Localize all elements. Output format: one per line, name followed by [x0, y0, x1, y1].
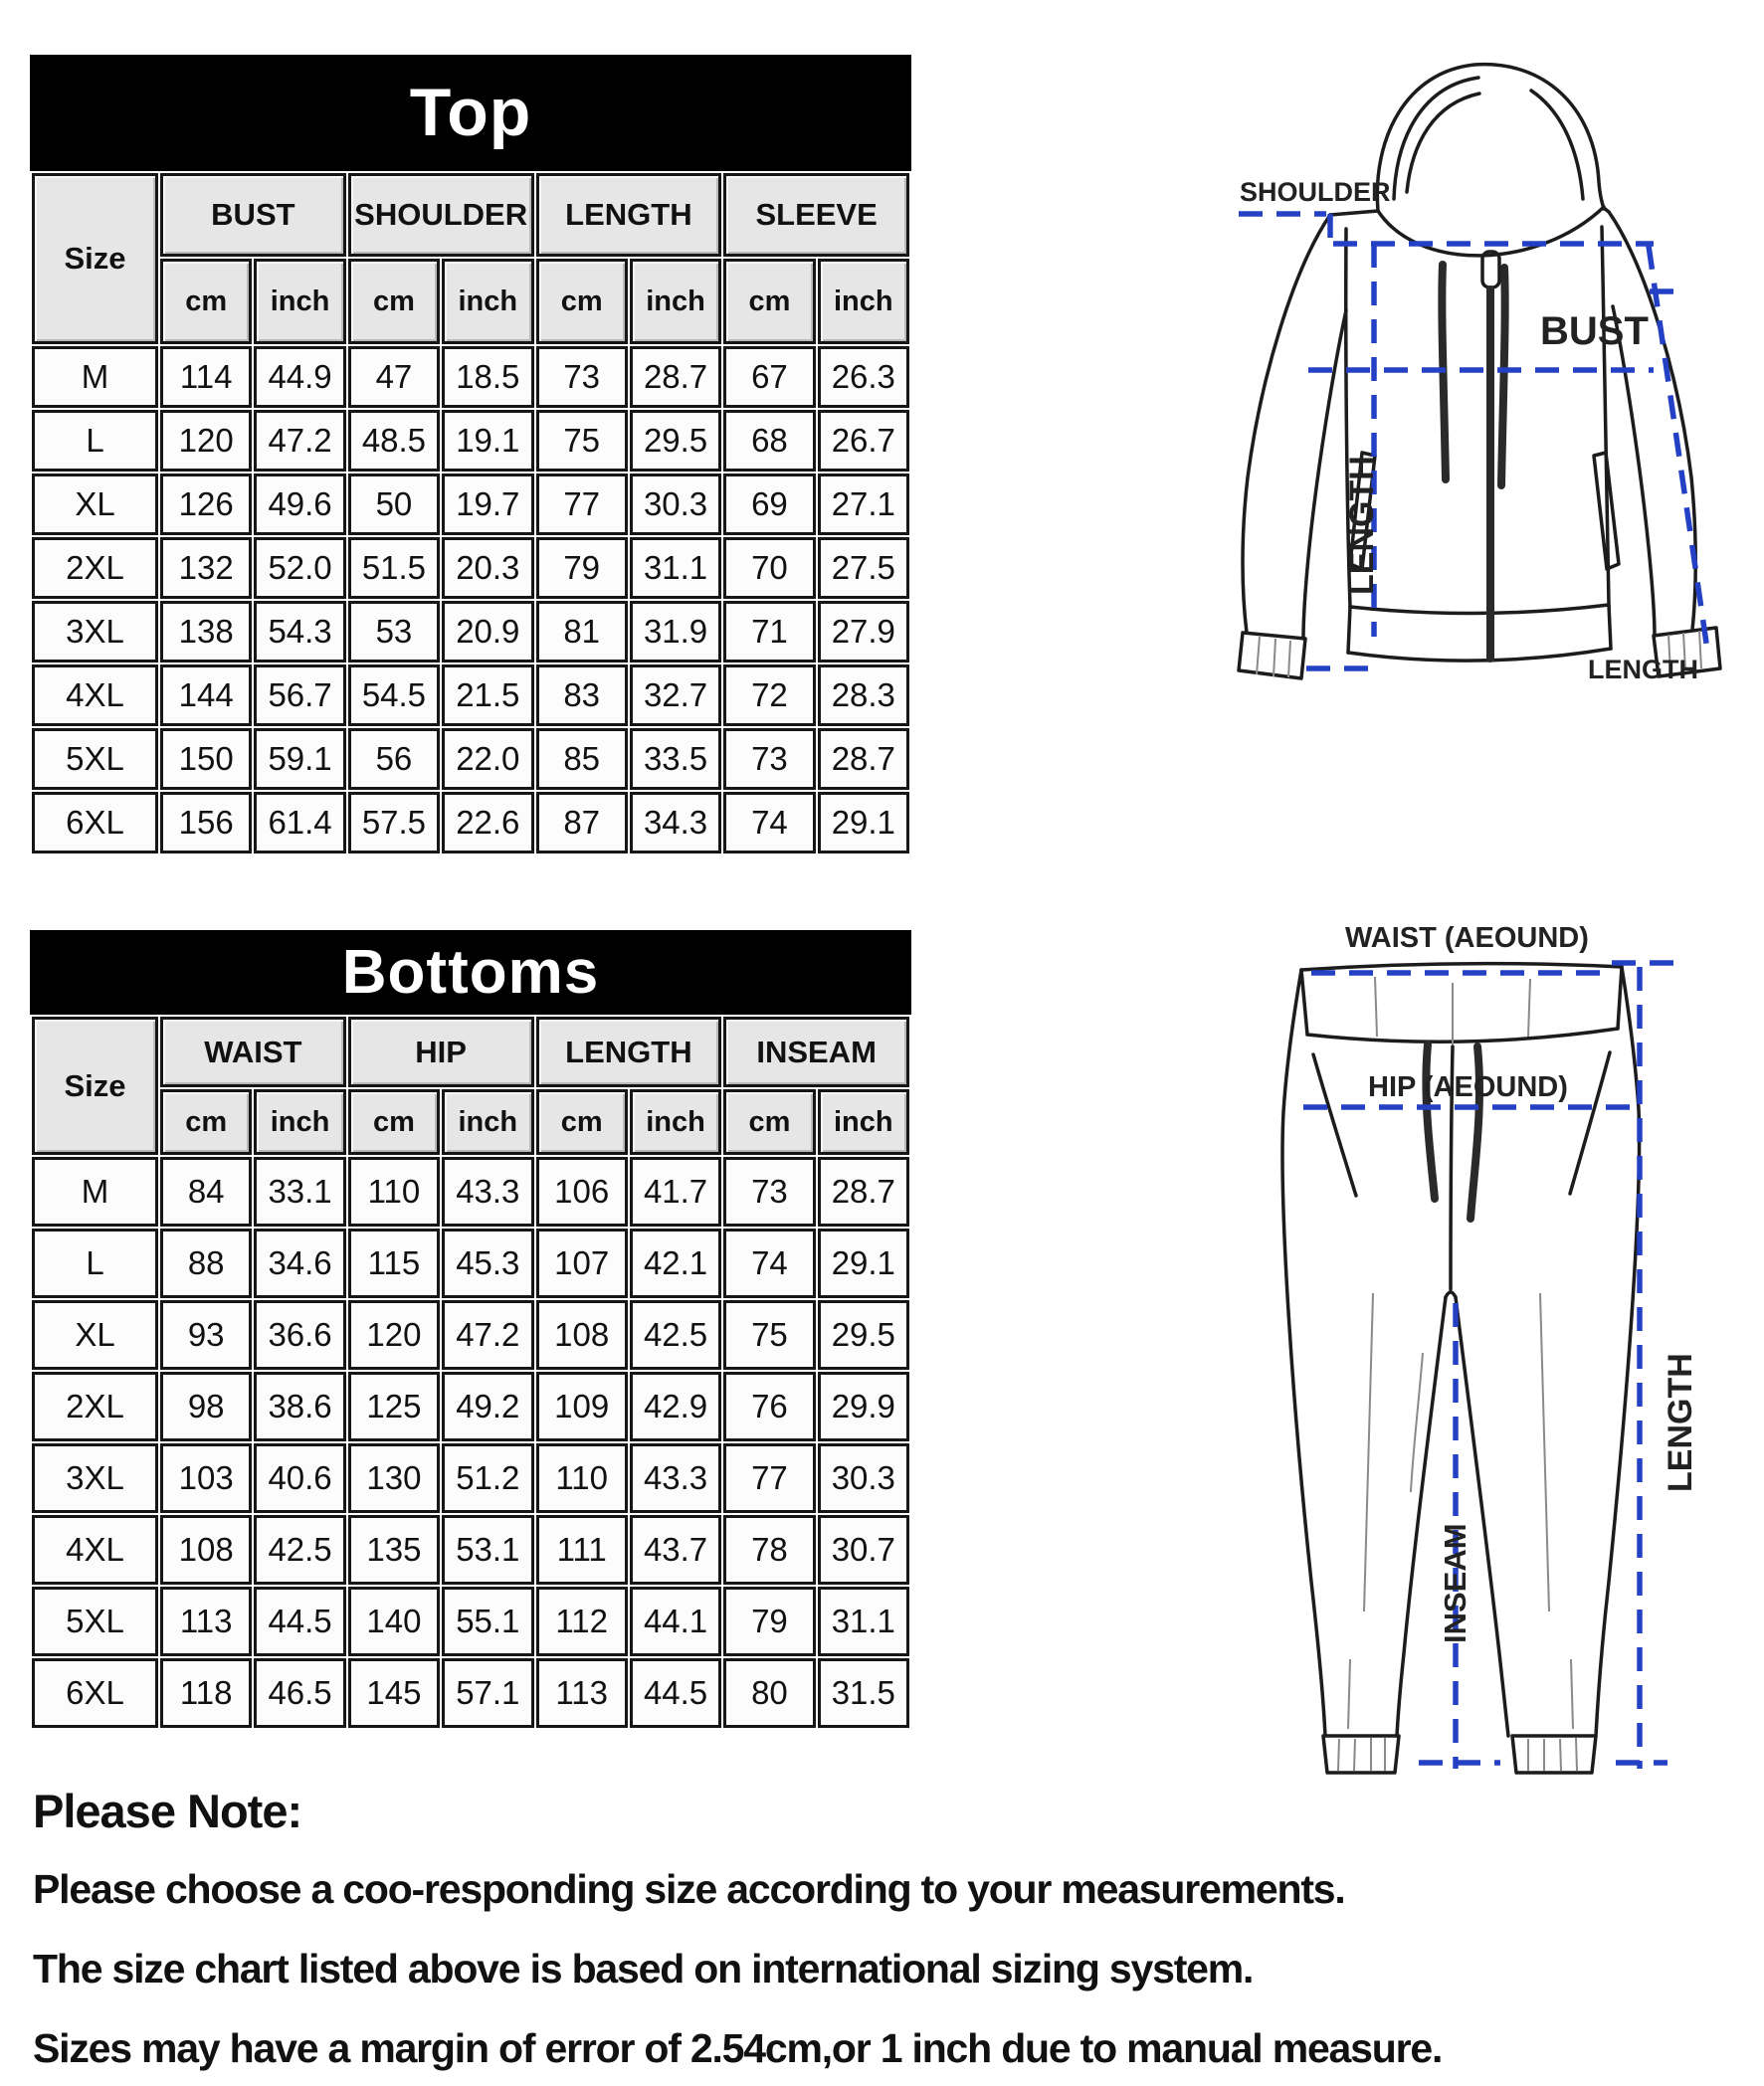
value-cell-6XL-0: 118 [160, 1658, 252, 1728]
value-cell-XL-4: 77 [536, 474, 628, 535]
note-line-1: Please choose a coo-responding size according to your measurements. [33, 1866, 1345, 1912]
size-cell-L: L [32, 410, 158, 472]
value-cell-3XL-4: 81 [536, 601, 628, 663]
value-cell-M-4: 73 [536, 346, 628, 408]
value-cell-M-7: 28.7 [818, 1157, 909, 1227]
value-cell-6XL-1: 61.4 [254, 792, 345, 853]
value-cell-5XL-3: 55.1 [442, 1587, 533, 1656]
value-cell-L-6: 68 [723, 410, 815, 472]
header-row-units [32, 259, 909, 344]
size-row-3XL [32, 601, 909, 663]
value-cell-L-2: 115 [348, 1229, 440, 1298]
value-cell-L-3: 45.3 [442, 1229, 533, 1298]
value-cell-4XL-1: 56.7 [254, 664, 345, 726]
size-row-2XL [32, 537, 909, 599]
top-table-title: Top [30, 55, 911, 171]
unit-header-inseam-cm: cm [723, 1089, 815, 1155]
group-header-inseam: INSEAM [723, 1017, 909, 1087]
value-cell-2XL-2: 51.5 [348, 537, 440, 599]
pants-inseam-label: INSEAM [1438, 1523, 1472, 1643]
value-cell-XL-3: 47.2 [442, 1300, 533, 1370]
value-cell-L-4: 107 [536, 1229, 628, 1298]
value-cell-6XL-2: 145 [348, 1658, 440, 1728]
hoodie-shoulder-label: SHOULDER [1240, 177, 1391, 207]
value-cell-4XL-3: 21.5 [442, 664, 533, 726]
pants-measurement-diagram [1224, 895, 1764, 1788]
value-cell-3XL-7: 30.3 [818, 1443, 909, 1513]
size-cell-5XL: 5XL [32, 728, 158, 790]
size-cell-3XL: 3XL [32, 1443, 158, 1513]
value-cell-6XL-4: 113 [536, 1658, 628, 1728]
size-row-M [32, 1157, 909, 1227]
value-cell-6XL-1: 46.5 [254, 1658, 345, 1728]
value-cell-L-1: 47.2 [254, 410, 345, 472]
value-cell-2XL-3: 49.2 [442, 1372, 533, 1441]
value-cell-2XL-5: 31.1 [630, 537, 721, 599]
unit-header-length-inch: inch [630, 1089, 721, 1155]
size-cell-4XL: 4XL [32, 664, 158, 726]
value-cell-XL-3: 19.7 [442, 474, 533, 535]
top-size-grid [30, 171, 911, 855]
value-cell-5XL-0: 150 [160, 728, 252, 790]
value-cell-XL-2: 120 [348, 1300, 440, 1370]
unit-header-length-cm: cm [536, 259, 628, 344]
value-cell-2XL-7: 29.9 [818, 1372, 909, 1441]
value-cell-6XL-7: 31.5 [818, 1658, 909, 1728]
unit-header-hip-inch: inch [442, 1089, 533, 1155]
value-cell-5XL-7: 31.1 [818, 1587, 909, 1656]
value-cell-5XL-5: 44.1 [630, 1587, 721, 1656]
value-cell-XL-4: 108 [536, 1300, 628, 1370]
value-cell-3XL-1: 54.3 [254, 601, 345, 663]
value-cell-4XL-5: 32.7 [630, 664, 721, 726]
value-cell-4XL-6: 72 [723, 664, 815, 726]
value-cell-5XL-2: 140 [348, 1587, 440, 1656]
group-header-length: LENGTH [536, 1017, 722, 1087]
value-cell-3XL-0: 138 [160, 601, 252, 663]
unit-header-waist-cm: cm [160, 1089, 252, 1155]
group-header-shoulder: SHOULDER [348, 173, 534, 257]
value-cell-L-0: 120 [160, 410, 252, 472]
size-row-L [32, 410, 909, 472]
size-row-5XL [32, 1587, 909, 1656]
value-cell-4XL-4: 83 [536, 664, 628, 726]
value-cell-6XL-4: 87 [536, 792, 628, 853]
value-cell-5XL-6: 79 [723, 1587, 815, 1656]
value-cell-3XL-6: 77 [723, 1443, 815, 1513]
value-cell-5XL-3: 22.0 [442, 728, 533, 790]
top-size-table [30, 55, 911, 855]
unit-header-sleeve-inch: inch [818, 259, 909, 344]
unit-header-bust-cm: cm [160, 259, 252, 344]
hoodie-length-body-label: LENGTH [1343, 456, 1381, 595]
value-cell-3XL-5: 31.9 [630, 601, 721, 663]
size-row-XL [32, 474, 909, 535]
header-row-units [32, 1089, 909, 1155]
value-cell-5XL-7: 28.7 [818, 728, 909, 790]
value-cell-L-5: 29.5 [630, 410, 721, 472]
bottoms-table-title: Bottoms [30, 930, 911, 1015]
value-cell-4XL-7: 30.7 [818, 1515, 909, 1585]
note-line-3: Sizes may have a margin of error of 2.54cm,or 1 inch due to manual measure. [33, 2025, 1443, 2071]
value-cell-4XL-5: 43.7 [630, 1515, 721, 1585]
unit-header-shoulder-cm: cm [348, 259, 440, 344]
pants-waist-label: WAIST (AEOUND) [1345, 922, 1589, 954]
value-cell-3XL-3: 51.2 [442, 1443, 533, 1513]
value-cell-M-5: 41.7 [630, 1157, 721, 1227]
value-cell-2XL-6: 70 [723, 537, 815, 599]
size-cell-6XL: 6XL [32, 1658, 158, 1728]
value-cell-M-0: 114 [160, 346, 252, 408]
value-cell-2XL-1: 38.6 [254, 1372, 345, 1441]
value-cell-L-2: 48.5 [348, 410, 440, 472]
size-cell-M: M [32, 346, 158, 408]
value-cell-6XL-6: 74 [723, 792, 815, 853]
bottoms-size-table [30, 930, 911, 1730]
size-row-4XL [32, 664, 909, 726]
unit-header-length-inch: inch [630, 259, 721, 344]
value-cell-4XL-3: 53.1 [442, 1515, 533, 1585]
value-cell-XL-5: 30.3 [630, 474, 721, 535]
size-row-6XL [32, 792, 909, 853]
size-column-header: Size [32, 173, 158, 344]
size-row-6XL [32, 1658, 909, 1728]
value-cell-4XL-0: 108 [160, 1515, 252, 1585]
value-cell-XL-1: 49.6 [254, 474, 345, 535]
size-cell-XL: XL [32, 1300, 158, 1370]
group-header-length: LENGTH [536, 173, 722, 257]
value-cell-L-0: 88 [160, 1229, 252, 1298]
value-cell-2XL-0: 132 [160, 537, 252, 599]
value-cell-M-6: 73 [723, 1157, 815, 1227]
value-cell-XL-1: 36.6 [254, 1300, 345, 1370]
value-cell-3XL-5: 43.3 [630, 1443, 721, 1513]
size-row-5XL [32, 728, 909, 790]
group-header-waist: WAIST [160, 1017, 346, 1087]
size-cell-XL: XL [32, 474, 158, 535]
value-cell-4XL-2: 135 [348, 1515, 440, 1585]
size-row-3XL [32, 1443, 909, 1513]
bottoms-size-grid [30, 1015, 911, 1730]
value-cell-L-4: 75 [536, 410, 628, 472]
value-cell-XL-7: 29.5 [818, 1300, 909, 1370]
value-cell-M-2: 47 [348, 346, 440, 408]
value-cell-3XL-3: 20.9 [442, 601, 533, 663]
size-cell-4XL: 4XL [32, 1515, 158, 1585]
value-cell-L-1: 34.6 [254, 1229, 345, 1298]
note-line-2: The size chart listed above is based on international sizing system. [33, 1946, 1254, 1991]
unit-header-shoulder-inch: inch [442, 259, 533, 344]
value-cell-2XL-5: 42.9 [630, 1372, 721, 1441]
value-cell-6XL-0: 156 [160, 792, 252, 853]
value-cell-M-7: 26.3 [818, 346, 909, 408]
value-cell-L-3: 19.1 [442, 410, 533, 472]
value-cell-M-2: 110 [348, 1157, 440, 1227]
value-cell-XL-0: 126 [160, 474, 252, 535]
value-cell-XL-6: 69 [723, 474, 815, 535]
value-cell-4XL-2: 54.5 [348, 664, 440, 726]
value-cell-L-6: 74 [723, 1229, 815, 1298]
value-cell-5XL-2: 56 [348, 728, 440, 790]
value-cell-5XL-1: 59.1 [254, 728, 345, 790]
value-cell-M-3: 18.5 [442, 346, 533, 408]
size-cell-2XL: 2XL [32, 537, 158, 599]
value-cell-3XL-0: 103 [160, 1443, 252, 1513]
value-cell-3XL-2: 130 [348, 1443, 440, 1513]
unit-header-hip-cm: cm [348, 1089, 440, 1155]
value-cell-2XL-7: 27.5 [818, 537, 909, 599]
value-cell-4XL-6: 78 [723, 1515, 815, 1585]
value-cell-XL-7: 27.1 [818, 474, 909, 535]
size-cell-2XL: 2XL [32, 1372, 158, 1441]
unit-header-inseam-inch: inch [818, 1089, 909, 1155]
value-cell-M-6: 67 [723, 346, 815, 408]
unit-header-sleeve-cm: cm [723, 259, 815, 344]
value-cell-XL-6: 75 [723, 1300, 815, 1370]
size-cell-M: M [32, 1157, 158, 1227]
group-header-hip: HIP [348, 1017, 534, 1087]
value-cell-4XL-0: 144 [160, 664, 252, 726]
value-cell-L-7: 29.1 [818, 1229, 909, 1298]
value-cell-6XL-2: 57.5 [348, 792, 440, 853]
value-cell-2XL-2: 125 [348, 1372, 440, 1441]
value-cell-M-1: 33.1 [254, 1157, 345, 1227]
value-cell-XL-2: 50 [348, 474, 440, 535]
value-cell-2XL-0: 98 [160, 1372, 252, 1441]
value-cell-M-4: 106 [536, 1157, 628, 1227]
pants-length-label: LENGTH [1662, 1353, 1699, 1492]
hoodie-length-sleeve-label: LENGTH [1588, 655, 1698, 684]
header-row-groups [32, 173, 909, 257]
size-column-header: Size [32, 1017, 158, 1155]
value-cell-M-3: 43.3 [442, 1157, 533, 1227]
value-cell-3XL-6: 71 [723, 601, 815, 663]
value-cell-L-7: 26.7 [818, 410, 909, 472]
value-cell-6XL-3: 22.6 [442, 792, 533, 853]
hoodie-measurement-diagram [915, 50, 1764, 736]
value-cell-5XL-1: 44.5 [254, 1587, 345, 1656]
value-cell-5XL-6: 73 [723, 728, 815, 790]
size-cell-6XL: 6XL [32, 792, 158, 853]
value-cell-M-0: 84 [160, 1157, 252, 1227]
hoodie-measurement-lines [1239, 214, 1708, 668]
pants-hip-label: HIP (AEOUND) [1368, 1071, 1568, 1103]
value-cell-3XL-2: 53 [348, 601, 440, 663]
size-row-M [32, 346, 909, 408]
value-cell-3XL-1: 40.6 [254, 1443, 345, 1513]
value-cell-6XL-7: 29.1 [818, 792, 909, 853]
value-cell-L-5: 42.1 [630, 1229, 721, 1298]
size-row-2XL [32, 1372, 909, 1441]
group-header-sleeve: SLEEVE [723, 173, 909, 257]
value-cell-4XL-1: 42.5 [254, 1515, 345, 1585]
value-cell-2XL-4: 79 [536, 537, 628, 599]
value-cell-3XL-7: 27.9 [818, 601, 909, 663]
value-cell-4XL-7: 28.3 [818, 664, 909, 726]
unit-header-waist-inch: inch [254, 1089, 345, 1155]
value-cell-2XL-3: 20.3 [442, 537, 533, 599]
value-cell-XL-5: 42.5 [630, 1300, 721, 1370]
value-cell-5XL-0: 113 [160, 1587, 252, 1656]
group-header-bust: BUST [160, 173, 346, 257]
value-cell-5XL-5: 33.5 [630, 728, 721, 790]
value-cell-6XL-5: 34.3 [630, 792, 721, 853]
hoodie-bust-label: BUST [1540, 309, 1649, 353]
notes-heading: Please Note: [33, 1785, 302, 1837]
unit-header-length-cm: cm [536, 1089, 628, 1155]
size-row-L [32, 1229, 909, 1298]
header-row-groups [32, 1017, 909, 1087]
value-cell-5XL-4: 85 [536, 728, 628, 790]
size-row-XL [32, 1300, 909, 1370]
size-row-4XL [32, 1515, 909, 1585]
size-cell-L: L [32, 1229, 158, 1298]
value-cell-5XL-4: 112 [536, 1587, 628, 1656]
value-cell-6XL-3: 57.1 [442, 1658, 533, 1728]
value-cell-2XL-6: 76 [723, 1372, 815, 1441]
value-cell-2XL-1: 52.0 [254, 537, 345, 599]
value-cell-M-5: 28.7 [630, 346, 721, 408]
value-cell-6XL-5: 44.5 [630, 1658, 721, 1728]
value-cell-M-1: 44.9 [254, 346, 345, 408]
value-cell-6XL-6: 80 [723, 1658, 815, 1728]
value-cell-XL-0: 93 [160, 1300, 252, 1370]
value-cell-4XL-4: 111 [536, 1515, 628, 1585]
value-cell-3XL-4: 110 [536, 1443, 628, 1513]
size-cell-3XL: 3XL [32, 601, 158, 663]
size-cell-5XL: 5XL [32, 1587, 158, 1656]
value-cell-2XL-4: 109 [536, 1372, 628, 1441]
unit-header-bust-inch: inch [254, 259, 345, 344]
